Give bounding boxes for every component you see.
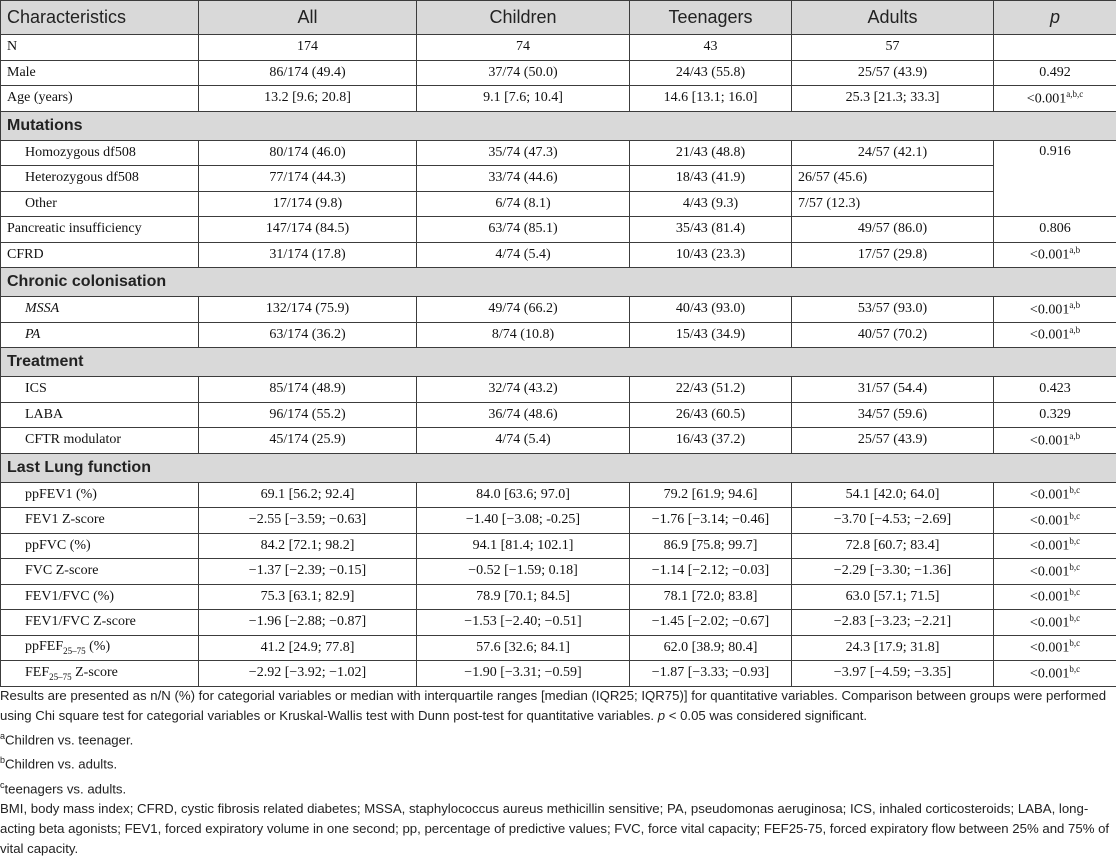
cell-adults: 54.1 [42.0; 64.0] [792, 482, 994, 508]
cell-adults: 40/57 (70.2) [792, 322, 994, 348]
p-value: <0.001 [1030, 514, 1069, 529]
cell-teenagers: 18/43 (41.9) [630, 166, 792, 192]
table-row [1, 584, 1116, 610]
footnote-mark: b [0, 755, 5, 765]
cell-children: 49/74 (66.2) [417, 297, 630, 323]
cell-all: 45/174 (25.9) [199, 428, 417, 454]
cell-p [994, 508, 1116, 534]
section-title: Mutations [1, 111, 1116, 140]
p-value: <0.001 [1027, 92, 1066, 107]
table-row [1, 191, 1116, 217]
cell-all: −2.55 [−3.59; −0.63] [199, 508, 417, 534]
row-label-text: PA [25, 327, 40, 342]
table-row [1, 533, 1116, 559]
row-label [1, 297, 199, 323]
cell-p [994, 610, 1116, 636]
cell-all: 41.2 [24.9; 77.8] [199, 635, 417, 661]
row-label: ppFEV1 (%) [1, 482, 199, 508]
label-pre: ppFEF [25, 639, 63, 654]
p-value: <0.001 [1030, 590, 1069, 605]
cell-children: 94.1 [81.4; 102.1] [417, 533, 630, 559]
cell-teenagers: 43 [630, 35, 792, 61]
cell-children: 36/74 (48.6) [417, 402, 630, 428]
cell-teenagers: −1.76 [−3.14; −0.46] [630, 508, 792, 534]
cell-p [994, 584, 1116, 610]
section-title: Last Lung function [1, 453, 1116, 482]
header-adults: Adults [792, 1, 994, 35]
cell-all: −1.96 [−2.88; −0.87] [199, 610, 417, 636]
row-label: Male [1, 60, 199, 86]
cell-children: −1.90 [−3.31; −0.59] [417, 661, 630, 687]
cell-children: 9.1 [7.6; 10.4] [417, 86, 630, 112]
row-label: Age (years) [1, 86, 199, 112]
cell-teenagers: 14.6 [13.1; 16.0] [630, 86, 792, 112]
section-title: Treatment [1, 348, 1116, 377]
footnote-text: Children vs. adults. [5, 757, 117, 772]
table-row [1, 428, 1116, 454]
cell-children: 63/74 (85.1) [417, 217, 630, 243]
row-label: FEV1/FVC (%) [1, 584, 199, 610]
cell-adults: 57 [792, 35, 994, 61]
footnote-mark: c [0, 780, 5, 790]
cell-all: 80/174 (46.0) [199, 140, 417, 166]
footnote-b [0, 750, 1112, 774]
cell-p [994, 297, 1116, 323]
cell-adults: 24.3 [17.9; 31.8] [792, 635, 994, 661]
row-label: CFRD [1, 242, 199, 268]
cell-adults: 53/57 (93.0) [792, 297, 994, 323]
cell-teenagers: 22/43 (51.2) [630, 377, 792, 403]
table-row [1, 86, 1116, 112]
cell-children: 4/74 (5.4) [417, 428, 630, 454]
row-label [1, 661, 199, 687]
cell-adults: 25/57 (43.9) [792, 428, 994, 454]
cell-teenagers: 40/43 (93.0) [630, 297, 792, 323]
p-superscript: b,c [1069, 511, 1080, 521]
p-value: <0.001 [1030, 328, 1069, 343]
p-value: <0.001 [1030, 667, 1069, 682]
row-label: Heterozygous df508 [1, 166, 199, 192]
cell-all: 85/174 (48.9) [199, 377, 417, 403]
cell-children: 8/74 (10.8) [417, 322, 630, 348]
p-superscript: a,b [1069, 245, 1080, 255]
row-label: ICS [1, 377, 199, 403]
p-value: <0.001 [1030, 565, 1069, 580]
cell-children: −0.52 [−1.59; 0.18] [417, 559, 630, 585]
p-superscript: b,c [1069, 485, 1080, 495]
cell-all: 84.2 [72.1; 98.2] [199, 533, 417, 559]
cell-p [994, 322, 1116, 348]
table-row [1, 559, 1116, 585]
cell-all: 96/174 (55.2) [199, 402, 417, 428]
row-label: LABA [1, 402, 199, 428]
cell-children: 33/74 (44.6) [417, 166, 630, 192]
cell-adults: 25.3 [21.3; 33.3] [792, 86, 994, 112]
table-row [1, 35, 1116, 61]
p-superscript: b,c [1069, 562, 1080, 572]
row-label-text: MSSA [25, 301, 59, 316]
cell-children: 78.9 [70.1; 84.5] [417, 584, 630, 610]
cell-teenagers: 16/43 (37.2) [630, 428, 792, 454]
cell-children: −1.40 [−3.08; -0.25] [417, 508, 630, 534]
cell-p [994, 428, 1116, 454]
cell-adults: 17/57 (29.8) [792, 242, 994, 268]
cell-children: 6/74 (8.1) [417, 191, 630, 217]
results-text-end: < 0.05 was considered significant. [665, 708, 867, 723]
table-footnotes [0, 686, 1112, 859]
cell-adults: 49/57 (86.0) [792, 217, 994, 243]
table-row [1, 508, 1116, 534]
cell-children: −1.53 [−2.40; −0.51] [417, 610, 630, 636]
header-all: All [199, 1, 417, 35]
cell-all: 13.2 [9.6; 20.8] [199, 86, 417, 112]
cell-adults: −3.70 [−4.53; −2.69] [792, 508, 994, 534]
cell-p [994, 635, 1116, 661]
row-label: FEV1 Z-score [1, 508, 199, 534]
p-superscript: b,c [1069, 613, 1080, 623]
cell-teenagers: 15/43 (34.9) [630, 322, 792, 348]
cell-p [994, 661, 1116, 687]
table-row [1, 377, 1116, 403]
abbreviations-note: BMI, body mass index; CFRD, cystic fibrosis related diabetes; MSSA, staphylococcus aureus methicillin sensitive; PA, pseudomonas aeruginosa; ICS, inhaled corticosteroids; LABA, long-acting beta agonists; FEV1, forced expiratory volume in one second; pp, percentage of predictive values; FVC, force vital capacity; FEF25-75, forced expiratory flow between 25% and 75% of vital capacity. [0, 799, 1112, 859]
table-row [1, 166, 1116, 192]
row-label [1, 635, 199, 661]
p-value: <0.001 [1030, 641, 1069, 656]
cell-p [994, 86, 1116, 112]
section-title: Chronic colonisation [1, 268, 1116, 297]
cell-teenagers: −1.14 [−2.12; −0.03] [630, 559, 792, 585]
p-superscript: a,b [1069, 325, 1080, 335]
footnote-text: Children vs. teenager. [5, 732, 133, 747]
cell-adults: 34/57 (59.6) [792, 402, 994, 428]
cell-adults: −2.29 [−3.30; −1.36] [792, 559, 994, 585]
row-label [1, 322, 199, 348]
header-children: Children [417, 1, 630, 35]
table-row [1, 402, 1116, 428]
p-symbol: p [658, 708, 665, 723]
footnote-a [0, 726, 1112, 750]
cell-teenagers: 86.9 [75.8; 99.7] [630, 533, 792, 559]
row-label: FVC Z-score [1, 559, 199, 585]
row-label: Homozygous df508 [1, 140, 199, 166]
table-row [1, 661, 1116, 687]
cell-p [994, 35, 1116, 61]
cell-all: 17/174 (9.8) [199, 191, 417, 217]
table-row [1, 60, 1116, 86]
cell-p: 0.329 [994, 402, 1116, 428]
cell-all: 86/174 (49.4) [199, 60, 417, 86]
table-row [1, 482, 1116, 508]
cell-teenagers: 79.2 [61.9; 94.6] [630, 482, 792, 508]
section-header [1, 453, 1116, 482]
row-label: CFTR modulator [1, 428, 199, 454]
table-row [1, 297, 1116, 323]
cell-children: 57.6 [32.6; 84.1] [417, 635, 630, 661]
p-value: <0.001 [1030, 616, 1069, 631]
cell-p: 0.806 [994, 217, 1116, 243]
row-label: ppFVC (%) [1, 533, 199, 559]
section-header [1, 268, 1116, 297]
footnote-c [0, 775, 1112, 799]
footnote-text: teenagers vs. adults. [5, 781, 127, 796]
cell-p [994, 482, 1116, 508]
cell-p: 0.916 [994, 140, 1116, 217]
label-subscript: 25–75 [63, 646, 86, 656]
cell-teenagers: 35/43 (81.4) [630, 217, 792, 243]
p-superscript: a,b,c [1066, 89, 1083, 99]
table-row [1, 610, 1116, 636]
results-note [0, 686, 1112, 726]
label-post: (%) [86, 639, 111, 654]
cell-all: 69.1 [56.2; 92.4] [199, 482, 417, 508]
cell-all: 174 [199, 35, 417, 61]
header-teenagers: Teenagers [630, 1, 792, 35]
cell-all: 77/174 (44.3) [199, 166, 417, 192]
cell-teenagers: −1.87 [−3.33; −0.93] [630, 661, 792, 687]
cell-all: 63/174 (36.2) [199, 322, 417, 348]
table-row [1, 242, 1116, 268]
cell-children: 84.0 [63.6; 97.0] [417, 482, 630, 508]
section-header [1, 111, 1116, 140]
header-row [1, 1, 1116, 35]
p-superscript: b,c [1069, 536, 1080, 546]
cell-all: −1.37 [−2.39; −0.15] [199, 559, 417, 585]
p-value: <0.001 [1030, 434, 1069, 449]
row-label: FEV1/FVC Z-score [1, 610, 199, 636]
row-label: Other [1, 191, 199, 217]
p-superscript: b,c [1069, 587, 1080, 597]
cell-p [994, 533, 1116, 559]
cell-p [994, 242, 1116, 268]
label-pre: FEF [25, 665, 49, 680]
p-value: <0.001 [1030, 488, 1069, 503]
row-label: Pancreatic insufficiency [1, 217, 199, 243]
cell-children: 37/74 (50.0) [417, 60, 630, 86]
cell-teenagers: 4/43 (9.3) [630, 191, 792, 217]
cell-children: 32/74 (43.2) [417, 377, 630, 403]
cell-adults: 31/57 (54.4) [792, 377, 994, 403]
footnote-mark: a [0, 731, 5, 741]
cell-all: −2.92 [−3.92; −1.02] [199, 661, 417, 687]
cell-adults: 24/57 (42.1) [792, 140, 994, 166]
cell-all: 75.3 [63.1; 82.9] [199, 584, 417, 610]
p-value: <0.001 [1030, 248, 1069, 263]
cell-children: 74 [417, 35, 630, 61]
cell-adults: 72.8 [60.7; 83.4] [792, 533, 994, 559]
p-superscript: a,b [1069, 431, 1080, 441]
table-row [1, 635, 1116, 661]
cell-teenagers: 26/43 (60.5) [630, 402, 792, 428]
cell-all: 147/174 (84.5) [199, 217, 417, 243]
cell-teenagers: 78.1 [72.0; 83.8] [630, 584, 792, 610]
cell-adults: 7/57 (12.3) [792, 191, 994, 217]
cell-all: 132/174 (75.9) [199, 297, 417, 323]
table-row [1, 217, 1116, 243]
header-characteristics: Characteristics [1, 1, 199, 35]
cell-adults: −3.97 [−4.59; −3.35] [792, 661, 994, 687]
table-row [1, 140, 1116, 166]
cell-children: 35/74 (47.3) [417, 140, 630, 166]
cell-teenagers: 62.0 [38.9; 80.4] [630, 635, 792, 661]
cell-p: 0.492 [994, 60, 1116, 86]
p-superscript: b,c [1069, 664, 1080, 674]
cell-adults: 26/57 (45.6) [792, 166, 994, 192]
label-post: Z-score [72, 665, 118, 680]
row-label: N [1, 35, 199, 61]
cell-teenagers: −1.45 [−2.02; −0.67] [630, 610, 792, 636]
cell-adults: −2.83 [−3.23; −2.21] [792, 610, 994, 636]
cell-p [994, 559, 1116, 585]
table-row [1, 322, 1116, 348]
cell-adults: 25/57 (43.9) [792, 60, 994, 86]
p-value: <0.001 [1030, 539, 1069, 554]
cell-teenagers: 21/43 (48.8) [630, 140, 792, 166]
label-subscript: 25–75 [49, 672, 72, 682]
results-text: Results are presented as n/N (%) for categorial variables or median with interquartile ranges [median (IQR25; IQR75)] for quantitative variables. Comparison between groups were performed using Chi square test for categorial variables or Kruskal-Wallis test with Dunn post-test for quantitative variables. [0, 688, 1106, 723]
cell-teenagers: 24/43 (55.8) [630, 60, 792, 86]
header-p: p [994, 1, 1116, 35]
section-header [1, 348, 1116, 377]
p-superscript: b,c [1069, 638, 1080, 648]
cell-adults: 63.0 [57.1; 71.5] [792, 584, 994, 610]
cell-all: 31/174 (17.8) [199, 242, 417, 268]
cell-teenagers: 10/43 (23.3) [630, 242, 792, 268]
p-value: <0.001 [1030, 303, 1069, 318]
p-superscript: a,b [1069, 300, 1080, 310]
cell-children: 4/74 (5.4) [417, 242, 630, 268]
cell-p: 0.423 [994, 377, 1116, 403]
